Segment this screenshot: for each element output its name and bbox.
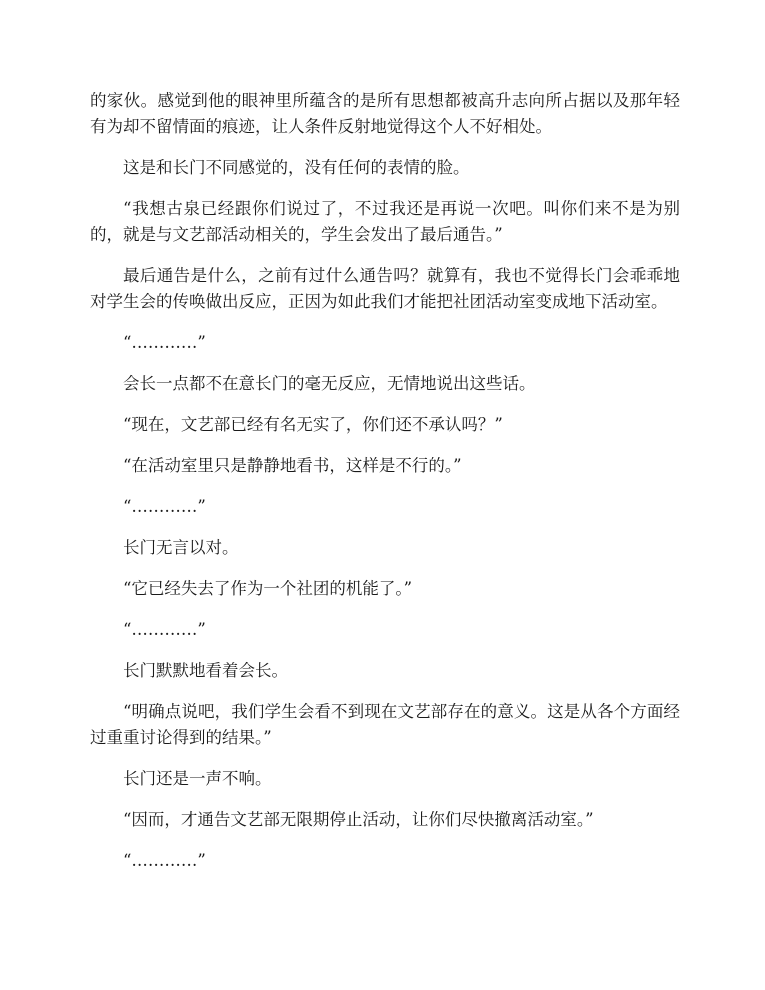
paragraph-12: “…………” xyxy=(123,620,206,639)
paragraph-14: “明确点说吧，我们学生会看不到现在文艺部存在的意义。这是从各个方面经过重重讨论得到的结果。” xyxy=(90,702,680,747)
paragraph-8: “在活动室里只是静静地看书，这样是不行的。” xyxy=(123,456,462,475)
paragraph-2: 这是和长门不同感觉的，没有任何的表情的脸。 xyxy=(123,158,470,177)
paragraph-5: “…………” xyxy=(123,333,206,352)
paragraph-10: 长门无言以对。 xyxy=(123,538,239,557)
paragraph-17: “…………” xyxy=(123,851,206,870)
paragraph-11: “它已经失去了作为一个社团的机能了。” xyxy=(123,579,413,598)
paragraph-3: “我想古泉已经跟你们说过了，不过我还是再说一次吧。叫你们来不是为别的，就是与文艺部活动相关的，学生会发出了最后通告。” xyxy=(90,199,680,244)
paragraph-9: “…………” xyxy=(123,497,206,516)
paragraph-7: “现在，文艺部已经有名无实了，你们还不承认吗？” xyxy=(123,415,503,434)
paragraph-16: “因而，才通告文艺部无限期停止活动，让你们尽快撤离活动室。” xyxy=(123,810,594,829)
document-page xyxy=(90,88,680,889)
paragraph-1: 的家伙。感觉到他的眼神里所蕴含的是所有思想都被高升志向所占据以及那年轻有为却不留情面的痕迹，让人条件反射地觉得这个人不好相处。 xyxy=(90,91,680,136)
paragraph-15: 长门还是一声不响。 xyxy=(123,769,272,788)
paragraph-13: 长门默默地看着会长。 xyxy=(123,661,288,680)
paragraph-6: 会长一点都不在意长门的毫无反应，无情地说出这些话。 xyxy=(123,374,536,393)
paragraph-4: 最后通告是什么，之前有过什么通告吗？就算有，我也不觉得长门会乖乖地对学生会的传唤做出反应，正因为如此我们才能把社团活动室变成地下活动室。 xyxy=(90,266,680,311)
